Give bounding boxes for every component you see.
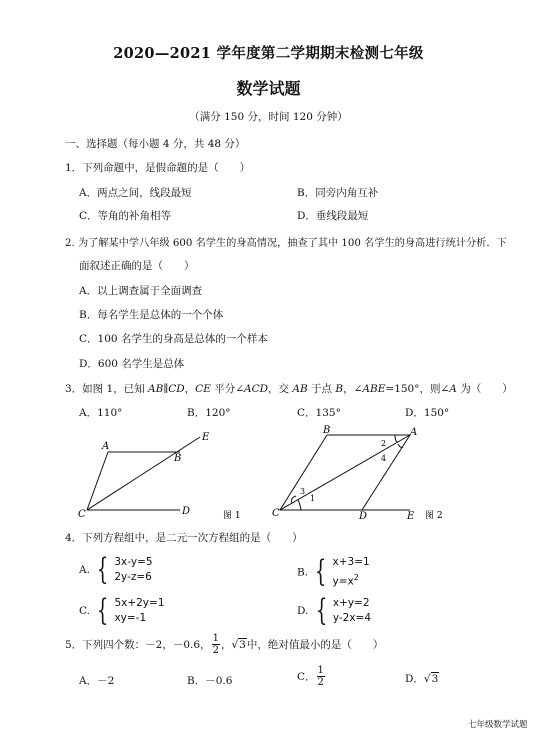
- q1-option-b: B．同旁内角互补: [297, 187, 379, 199]
- q5-stem: 5．下列四个数：－2，－0.6， $\frac{1}{2}$ ，√3中，绝对值最小的是（ ）: [65, 633, 384, 656]
- fig2-angle-4: 4: [381, 454, 387, 463]
- fig2-label-c: C: [272, 508, 280, 519]
- q2-option-d: D．600 名学生是总体: [79, 358, 185, 370]
- fig2-angle-1: 1: [310, 494, 316, 503]
- fig1-label-a: A: [102, 441, 110, 452]
- q1-option-a: A．两点之间，线段最短: [79, 187, 192, 199]
- fig2-caption: 图 2: [425, 511, 443, 521]
- fig1-label-e: E: [202, 432, 210, 443]
- fig1-line-ac: [87, 452, 108, 510]
- footer-label: 七年级数学试题: [468, 720, 528, 730]
- q1-option-c: C．等角的补角相等: [79, 210, 172, 222]
- q2-option-b: B．每名学生是总体的一个个体: [79, 309, 224, 321]
- q5-option-b: B．－0.6: [187, 675, 233, 687]
- q5-option-a: A．－2: [79, 675, 115, 687]
- q5-option-d: D．√3: [405, 673, 439, 685]
- q2-stem-line2: 面叙述正确的是（ ）: [79, 260, 195, 272]
- fig2-angle-2: 2: [381, 439, 387, 448]
- fig2-arc-1: [298, 500, 301, 510]
- q3-option-a: A．110°: [79, 407, 123, 419]
- q4-stem: 4．下列方程组中，是二元一次方程组的是（ ）: [65, 532, 303, 544]
- fig2-label-e: E: [407, 511, 415, 522]
- fig1-label-c: C: [78, 509, 86, 520]
- q3-option-d: D．150°: [405, 407, 450, 419]
- q4-option-b: B. { x+3=1 $y=x^2$: [297, 554, 370, 590]
- exam-info: （满分 150 分，时间 120 分钟）: [189, 111, 348, 123]
- fig1-label-d: D: [182, 506, 191, 517]
- fig2-arc-2: [395, 435, 398, 442]
- q4-option-d: D. { x+y=2 y-2x=4: [297, 593, 372, 628]
- fig2-line-ca: [280, 435, 410, 510]
- q4-option-a: A. { 3x-y=5 2y-z=6: [79, 552, 153, 587]
- q1-stem: 1．下列命题中，是假命题的是（ ）: [65, 162, 251, 174]
- q2-option-c: C．100 名学生的身高是总体的一个样本: [79, 333, 268, 345]
- fig2-line-bc: [280, 435, 327, 510]
- exam-title: 2020—2021 学年度第二学期期末检测七年级: [113, 45, 424, 62]
- fig1-caption: 图 1: [223, 511, 241, 521]
- subject-title: 数学试题: [236, 79, 301, 98]
- q1-option-d: D．垂线段最短: [297, 210, 369, 222]
- fig2-angle-3: 3: [300, 487, 306, 496]
- q3-option-c: C．135°: [297, 407, 341, 419]
- fig2-label-b: B: [323, 425, 331, 436]
- figure-1: [70, 425, 260, 525]
- q5-option-c: C． $\frac{1}{2}$: [297, 665, 324, 688]
- q4-option-c: C. { 5x+2y=1 xy=-1: [79, 593, 165, 628]
- fig1-label-b: B: [174, 453, 182, 464]
- figure-2: [270, 422, 470, 526]
- q3-stem: 3．如图 1，已知 AB∥CD，CE 平分∠ACD，交 AB 于点 B，∠ABE=150°，则∠A 为（ ）: [65, 383, 513, 395]
- fig2-label-a: A: [410, 427, 418, 438]
- q2-option-a: A．以上调查属于全面调查: [79, 285, 203, 297]
- section-heading: 一、选择题（每小题 4 分，共 48 分）: [65, 138, 246, 150]
- fig2-arc-4: [398, 444, 403, 448]
- fig2-label-d: D: [359, 511, 368, 522]
- q3-option-b: B．120°: [187, 407, 231, 419]
- q2-stem-line1: 2. 为了解某中学八年级 600 名学生的身高情况，抽查了其中 100 名学生的身高进行统计分析．下: [65, 238, 507, 249]
